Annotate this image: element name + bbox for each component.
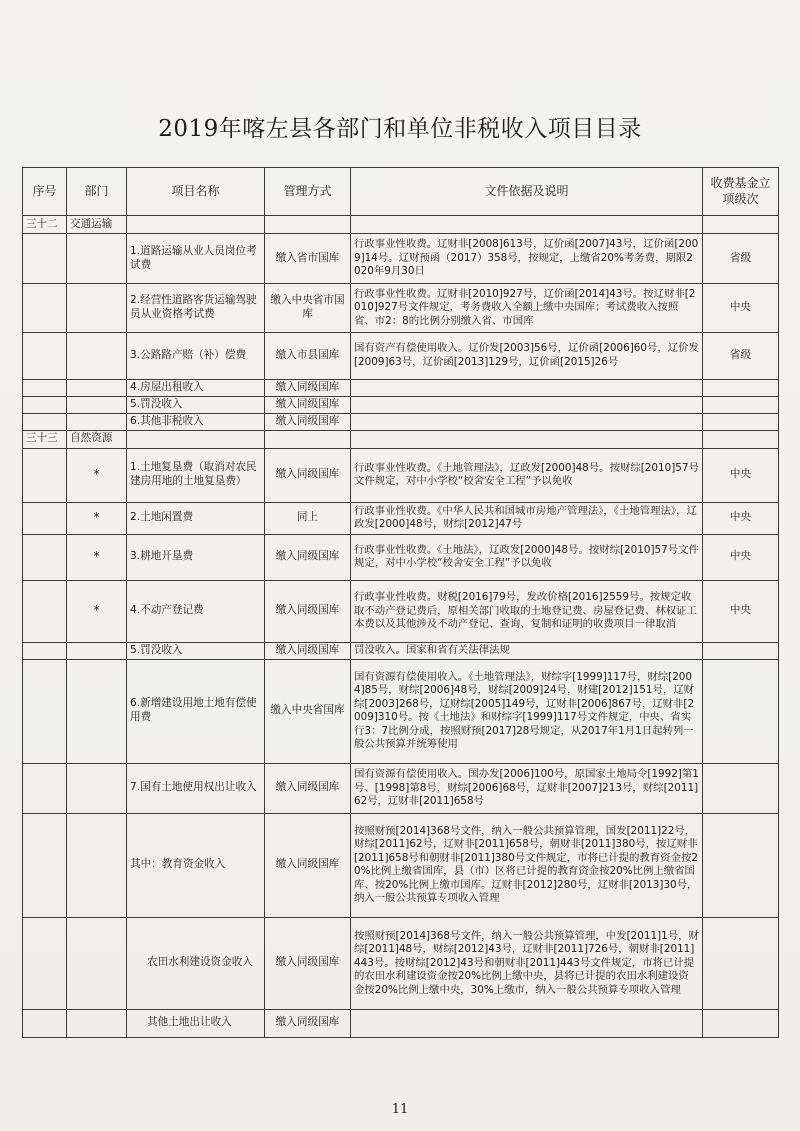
table-row (23, 642, 779, 659)
manage-method: 缴入同级国库 (265, 580, 351, 642)
table-row (23, 284, 779, 333)
table-row (23, 813, 779, 917)
star-mark (67, 1009, 127, 1037)
level-cell (703, 813, 779, 917)
manage-method: 缴入省市国库 (265, 234, 351, 284)
manage-method: 缴入同级国库 (265, 917, 351, 1009)
doc-basis: 按照财预[2014]368号文件，纳入一般公共预算管理，国发[2011]22号，财综[2011]62号，辽财非[2011]658号，朝财非[2011]380号，按辽财非[2011]658号和朝财非[2011]380号文件规定，市将已计提的教育资金按20%比例上缴省国库，县（市）区将已计提的教育资金按20%比例上缴省国库、按20%比例上缴市国库。辽财非[2012]280号，辽财非[2013]30号，纳入一般公共预算专项收入管理 (351, 813, 703, 917)
doc-basis: 按照财预[2014]368号文件，纳入一般公共预算管理，中发[2011]1号，财综[2011]48号，财综[2012]43号，辽财非[2011]726号，朝财非[2011]443号。按财综[2012]43号和朝财非[2011]443号文件规定，市将已计提的农田水利建设资金按20%比例上缴中央，县将已计提的农田水利建设资金按20%比例上缴中央，30%上缴市，纳入一般公共预算专项收入管理 (351, 917, 703, 1009)
manage-method: 缴入市县国库 (265, 333, 351, 380)
level-cell (703, 396, 779, 413)
item-name: 其他土地出让收入 (127, 1009, 265, 1037)
item-name: 1.道路运输从业人员岗位考试费 (127, 234, 265, 284)
header-item: 项目名称 (127, 168, 265, 216)
level-cell: 省级 (703, 234, 779, 284)
page-number: 11 (391, 1102, 409, 1117)
doc-basis: 罚没收入。国家和省有关法律法规 (351, 642, 703, 659)
item-name: 2.土地闲置费 (127, 502, 265, 534)
header-doc: 文件依据及说明 (351, 168, 703, 216)
doc-basis (351, 380, 703, 397)
level-cell: 中央 (703, 284, 779, 333)
manage-method: 缴入同级国库 (265, 534, 351, 580)
table-row (23, 917, 779, 1009)
doc-basis: 国有资源有偿使用收入。国办发[2006]100号，原国家土地局令[1992]第1号、[1998]第8号，财综[2006]68号，辽财非[2007]213号，财综[2011]62号，辽财非[2011]658号 (351, 763, 703, 813)
table-row (23, 1009, 779, 1037)
section-row (23, 430, 779, 448)
level-cell: 中央 (703, 580, 779, 642)
manage-method: 缴入中央省国库 (265, 659, 351, 763)
table-row (23, 534, 779, 580)
star-mark: * (67, 534, 127, 580)
revenue-table (22, 167, 779, 1038)
level-cell: 省级 (703, 333, 779, 380)
star-mark (67, 333, 127, 380)
doc-basis (351, 396, 703, 413)
star-mark (67, 763, 127, 813)
doc-basis: 行政事业性收费。辽财非[2010]927号，辽价函[2014]43号。按辽财非[2010]927号文件规定，考务费收入全额上缴中央国库；考试费收入按照省、市2：8的比例分别缴入省、市国库 (351, 284, 703, 333)
manage-method: 缴入同级国库 (265, 396, 351, 413)
level-cell: 中央 (703, 534, 779, 580)
manage-method: 缴入同级国库 (265, 413, 351, 430)
manage-method: 缴入同级国库 (265, 763, 351, 813)
table-row (23, 380, 779, 397)
table-row (23, 659, 779, 763)
item-name: 2.经营性道路客货运输驾驶员从业资格考试费 (127, 284, 265, 333)
doc-basis: 国有资产有偿使用收入。辽价发[2003]56号，辽价函[2006]60号，辽价发[2009]63号，辽价函[2013]129号，辽价函[2015]26号 (351, 333, 703, 380)
page-title: 2019年喀左县各部门和单位非税收入项目目录 (158, 116, 642, 142)
item-name: 6.新增建设用地土地有偿使用费 (127, 659, 265, 763)
table-row (23, 448, 779, 502)
level-cell (703, 917, 779, 1009)
manage-method: 缴入同级国库 (265, 1009, 351, 1037)
star-mark (67, 917, 127, 1009)
star-mark (67, 813, 127, 917)
star-mark (67, 234, 127, 284)
section-dept: 交通运输 (67, 216, 127, 234)
star-mark: * (67, 502, 127, 534)
manage-method: 同上 (265, 502, 351, 534)
star-mark (67, 284, 127, 333)
level-cell (703, 1009, 779, 1037)
star-mark: * (67, 448, 127, 502)
star-mark (67, 380, 127, 397)
level-cell: 中央 (703, 502, 779, 534)
header-manage: 管理方式 (265, 168, 351, 216)
star-mark (67, 396, 127, 413)
doc-basis: 行政事业性收费。《中华人民共和国城市房地产管理法》，《土地管理法》，辽政发[2000]48号，财综[2012]47号 (351, 502, 703, 534)
doc-basis: 行政事业性收费。《土地法》，辽政发[2000]48号。按财综[2010]57号文件规定，对中小学校“校舍安全工程”予以免收 (351, 534, 703, 580)
level-cell: 中央 (703, 448, 779, 502)
item-name: 4.房屋出租收入 (127, 380, 265, 397)
table-row (23, 396, 779, 413)
item-name: 3.耕地开垦费 (127, 534, 265, 580)
section-seq: 三十三 (23, 430, 67, 448)
level-cell (703, 659, 779, 763)
star-mark (67, 642, 127, 659)
item-name: 6.其他非税收入 (127, 413, 265, 430)
section-seq: 三十二 (23, 216, 67, 234)
table-row (23, 413, 779, 430)
item-name: 5.罚没收入 (127, 642, 265, 659)
star-mark: * (67, 580, 127, 642)
level-cell (703, 413, 779, 430)
table-row (23, 580, 779, 642)
table-row (23, 763, 779, 813)
doc-basis: 行政事业性收费。《土地管理法》，辽政发[2000]48号。按财综[2010]57号文件规定，对中小学校“校舍安全工程”予以免收 (351, 448, 703, 502)
manage-method: 缴入同级国库 (265, 813, 351, 917)
manage-method: 缴入同级国库 (265, 380, 351, 397)
item-name: 1.土地复垦费（取消对农民建房用地的土地复垦费） (127, 448, 265, 502)
star-mark (67, 659, 127, 763)
manage-method: 缴入同级国库 (265, 642, 351, 659)
manage-method: 缴入中央省市国库 (265, 284, 351, 333)
level-cell (703, 642, 779, 659)
doc-basis: 国有资源有偿使用收入。《土地管理法》，财综字[1999]117号，财综[2004]85号，财综[2006]48号，财综[2009]24号，财建[2012]151号，辽财综[2003]268号，辽财综[2005]149号，辽财非[2006]867号，辽财非[2009]310号。按《土地法》和财综字[1999]117号文件规定，中央、省实行3：7比例分成，按照财预[2017]28号规定，从2017年1月1日起转列一般公共预算并统筹使用 (351, 659, 703, 763)
section-dept: 自然资源 (67, 430, 127, 448)
item-name: 5.罚没收入 (127, 396, 265, 413)
table-row (23, 333, 779, 380)
header-seq: 序号 (23, 168, 67, 216)
header-dept: 部门 (67, 168, 127, 216)
doc-basis: 行政事业性收费。辽财非[2008]613号，辽价函[2007]43号，辽价函[2009]14号。辽财预函（2017）358号，按规定，上缴省20%考务费，期限2020年9月30日 (351, 234, 703, 284)
table-row (23, 502, 779, 534)
doc-basis (351, 413, 703, 430)
header-level: 收费基金立项级次 (703, 168, 779, 216)
manage-method: 缴入同级国库 (265, 448, 351, 502)
doc-basis: 行政事业性收费。财税[2016]79号，发改价格[2016]2559号。按规定收取不动产登记费后，原相关部门收取的土地登记费、房屋登记费、林权证工本费以及其他涉及不动产登记、查询、复制和证明的收费项目一律取消 (351, 580, 703, 642)
item-name: 7.国有土地使用权出让收入 (127, 763, 265, 813)
level-cell (703, 380, 779, 397)
item-name: 农田水利建设资金收入 (127, 917, 265, 1009)
section-row (23, 216, 779, 234)
doc-basis (351, 1009, 703, 1037)
item-name: 其中：教育资金收入 (127, 813, 265, 917)
star-mark (67, 413, 127, 430)
item-name: 4.不动产登记费 (127, 580, 265, 642)
item-name: 3.公路路产赔（补）偿费 (127, 333, 265, 380)
level-cell (703, 763, 779, 813)
table-row (23, 234, 779, 284)
